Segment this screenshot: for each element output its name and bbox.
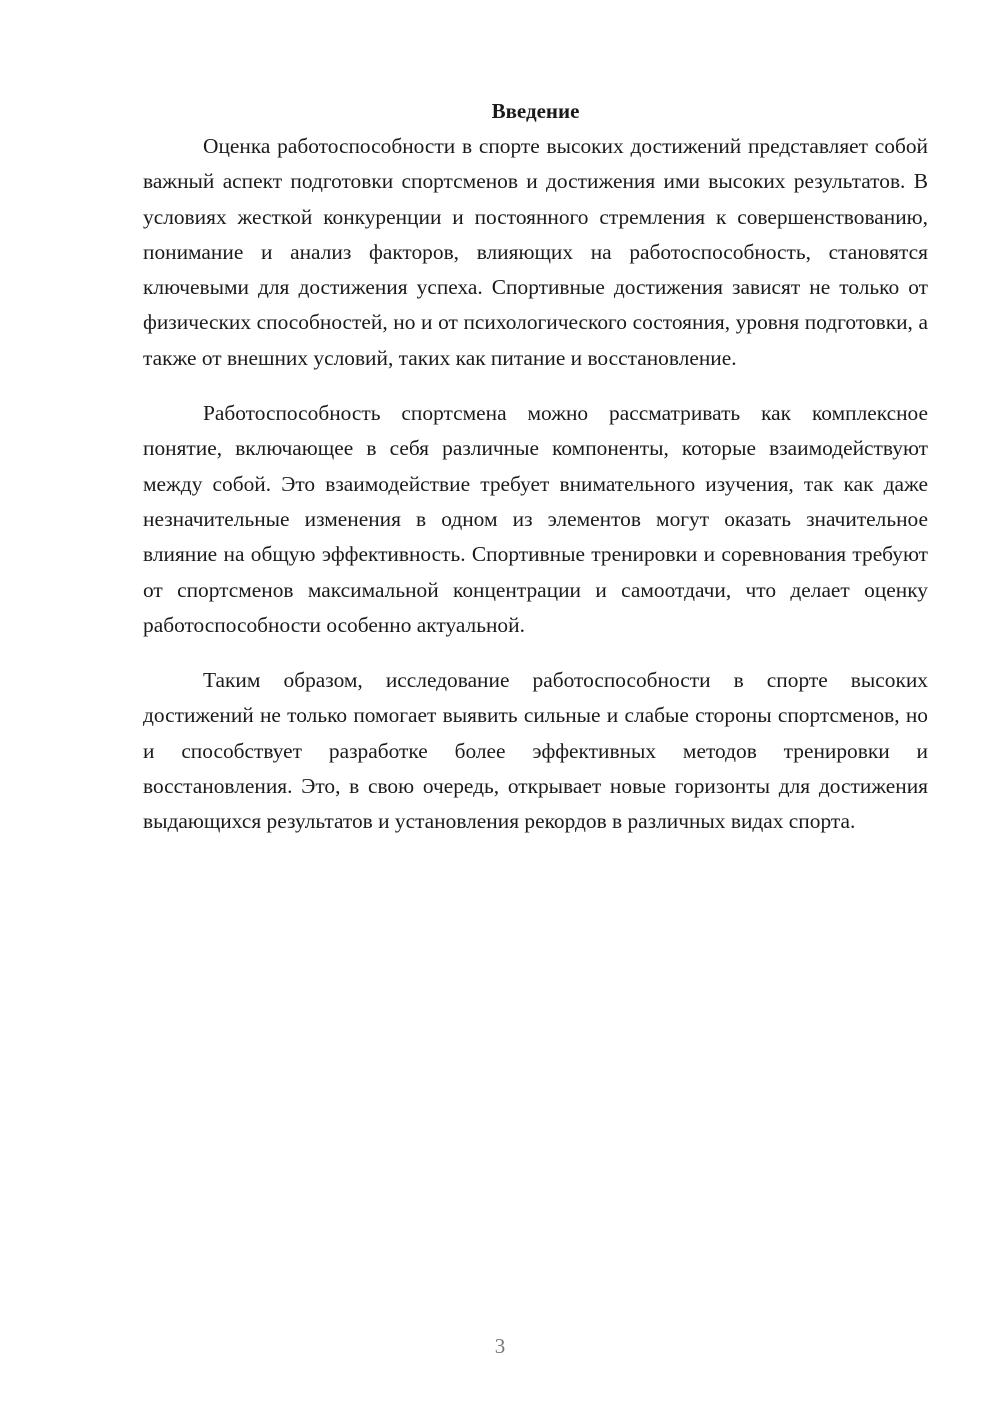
paragraph-2: Работоспособность спортсмена можно рассматривать как комплексное понятие, включающее в себя различные компоненты, которые взаимодействуют между собой. Это взаимодействие требует внимательного изучения, так как даже незначительные изменения в одном из элементов могут оказать значительное влияние на общую эффективность. Спортивные тренировки и соревнования требуют от спортсменов максимальной концентрации и самоотдачи, что делает оценку работоспособности особенно актуальной.	[143, 401, 928, 637]
document-body	[143, 94, 928, 860]
section-title: Введение	[491, 99, 580, 123]
page-number: 3	[494, 1334, 506, 1358]
paragraph-1: Оценка работоспособности в спорте высоких достижений представляет собой важный аспект подготовки спортсменов и достижения ими высоких результатов. В условиях жесткой конкуренции и постоянного стремления к совершенствованию, понимание и анализ факторов, влияющих на работоспособность, становятся ключевыми для достижения успеха. Спортивные достижения зависят не только от физических способностей, но и от психологического состояния, уровня подготовки, а также от внешних условий, таких как питание и восстановление.	[143, 134, 928, 370]
paragraph-3: Таким образом, исследование работоспособности в спорте высоких достижений не только помогает выявить сильные и слабые стороны спортсменов, но и способствует разработке более эффективных методов тренировки и восстановления. Это, в свою очередь, открывает новые горизонты для достижения выдающихся результатов и установления рекордов в различных видах спорта.	[143, 668, 928, 834]
